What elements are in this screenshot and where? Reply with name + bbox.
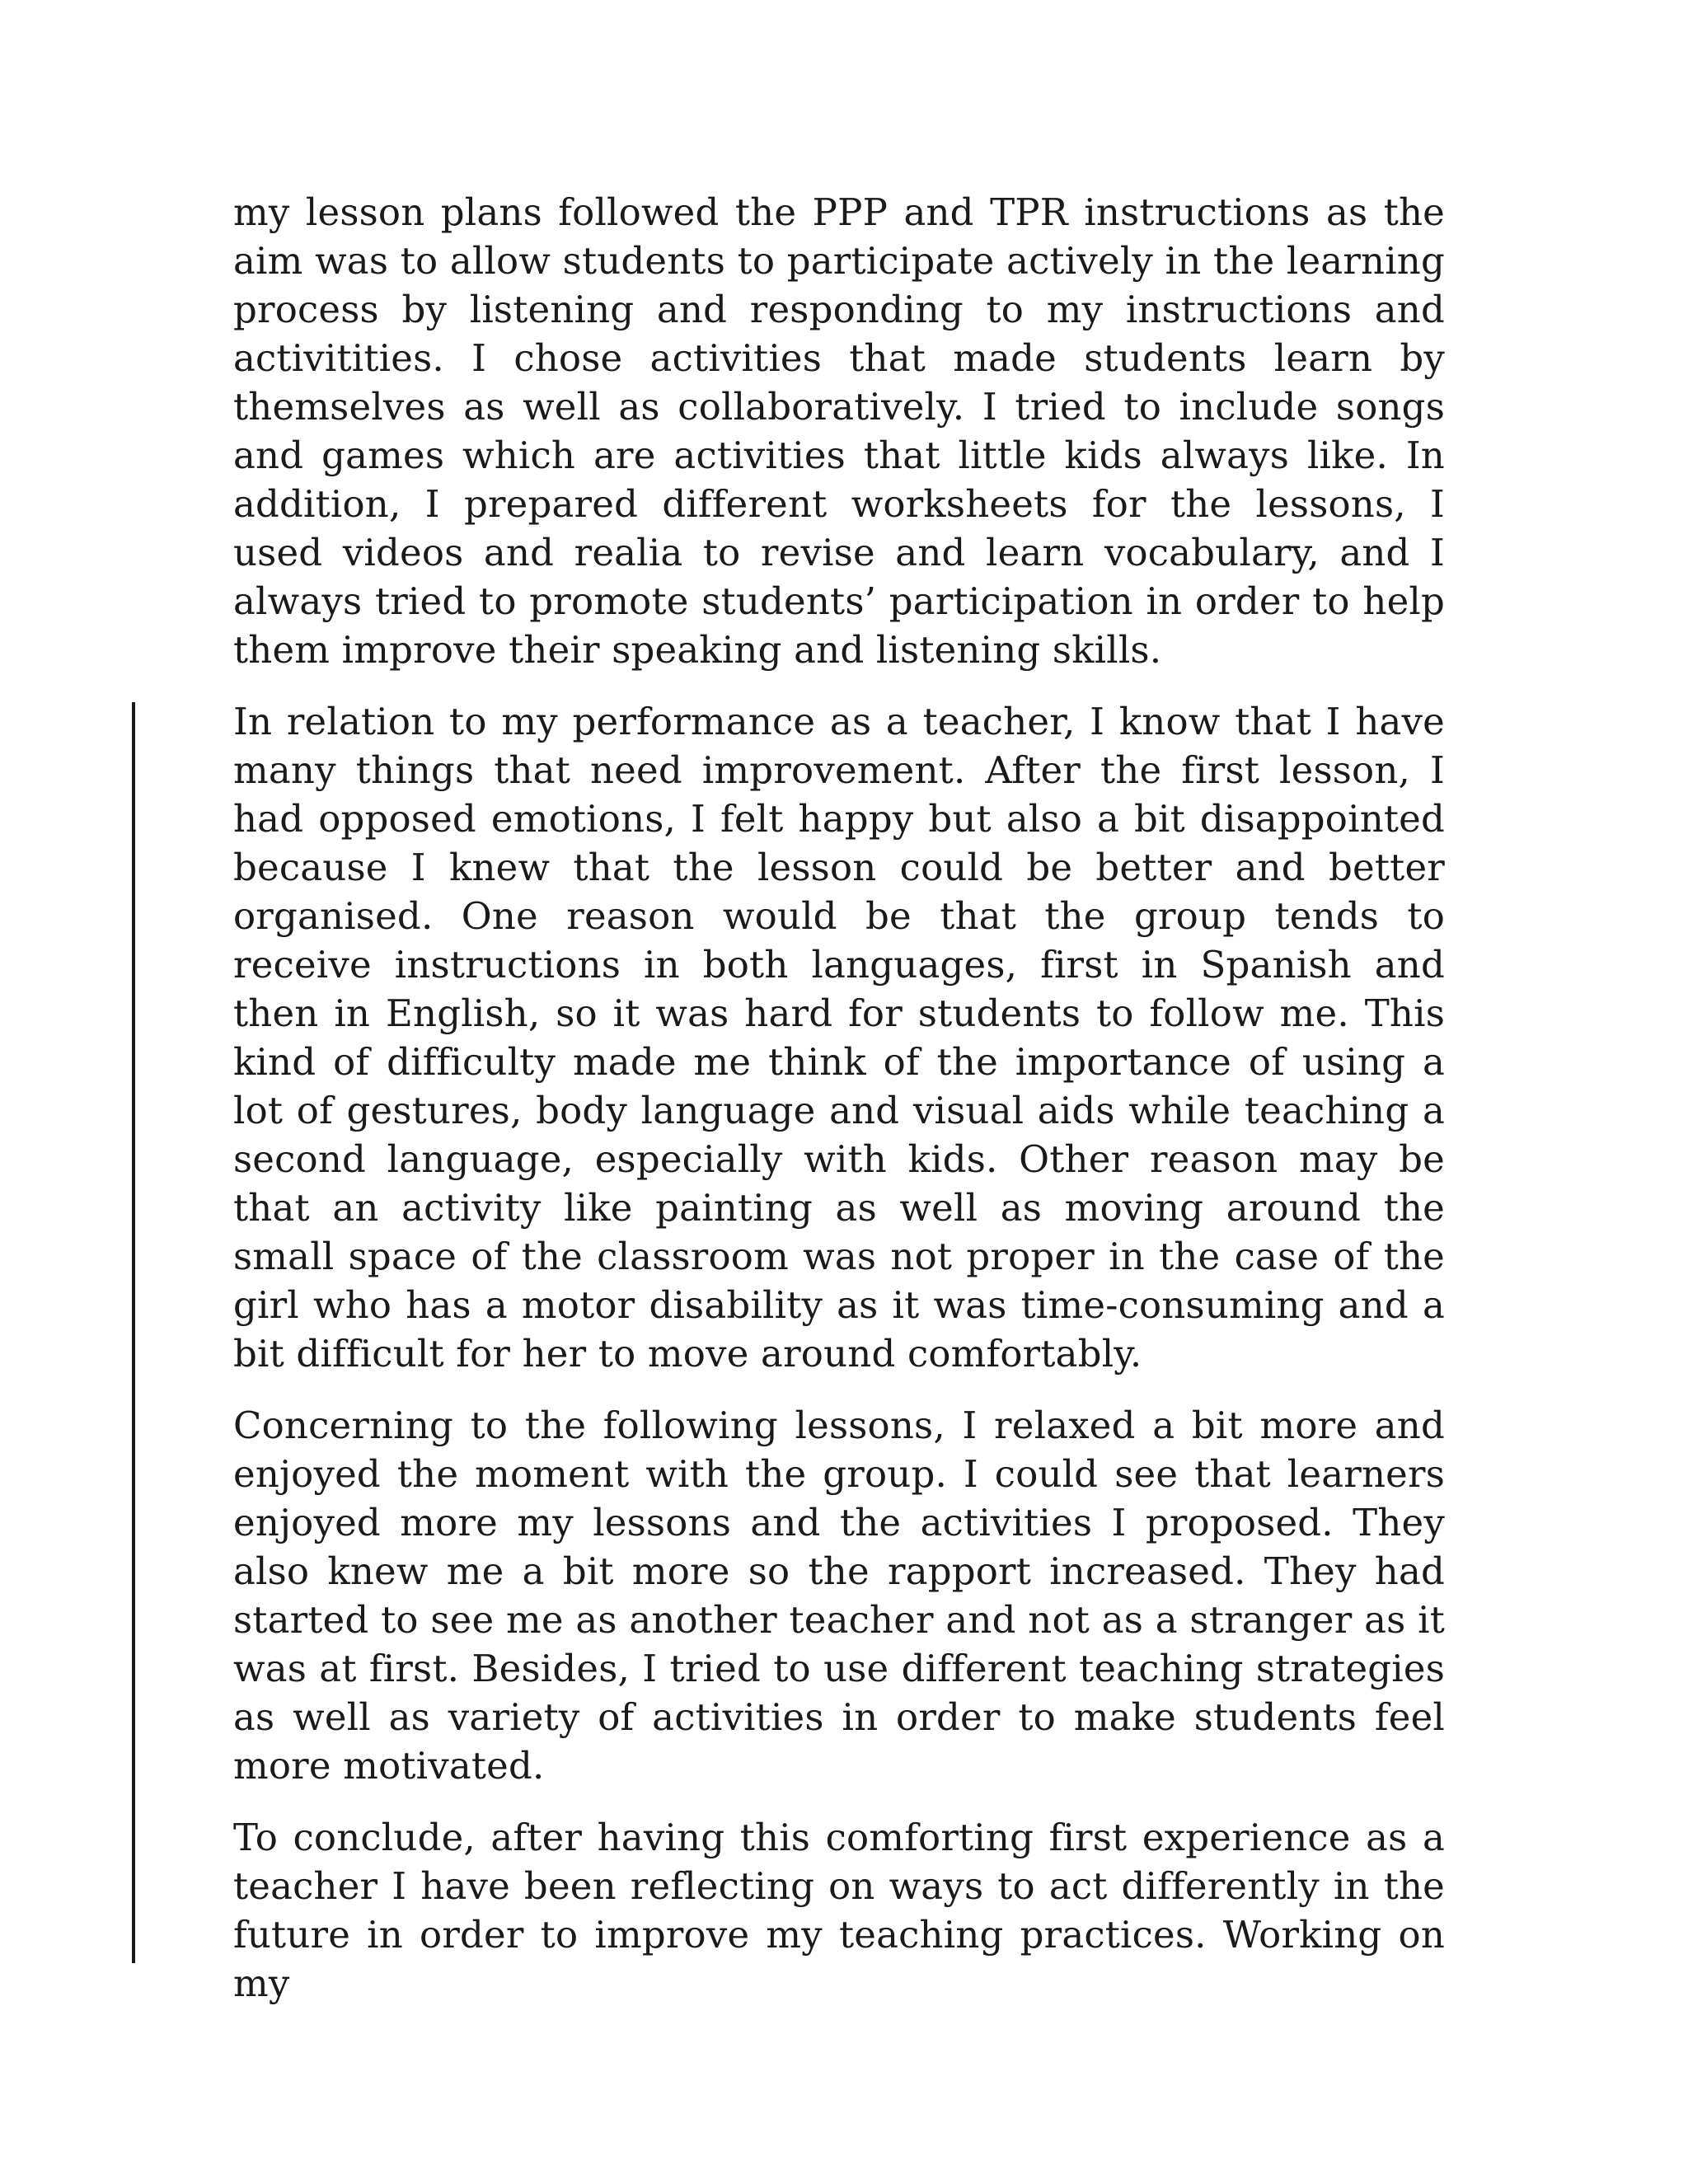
- paragraph-3: Concerning to the following lessons, I relaxed a bit more and enjoyed the moment with the group. I could see that learners enjoyed more my lessons and the activities I proposed. They also knew me a bit more so the rapport increased. They had started to see me as another teacher and not as a stranger as it was at first. Besides, I tried to use different teaching strategies as well as variety of activities in order to make students feel more motivated.: [233, 1404, 1445, 1788]
- revision-bar: [132, 702, 135, 1963]
- body-text: [233, 188, 1445, 2031]
- paragraph-4: To conclude, after having this comforting first experience as a teacher I have been reflecting on ways to act differently in the future in order to improve my teaching practices. Working on my: [233, 1816, 1445, 2005]
- paragraph-1: my lesson plans followed the PPP and TPR instructions as the aim was to allow students to participate actively in the learning process by listening and responding to my instructions and activitities. I chose activities that made students learn by themselves as well as collaboratively. I tried to include songs and games which are activities that little kids always like. In addition, I prepared different worksheets for the lessons, I used videos and realia to revise and learn vocabulary, and I always tried to promote students’ participation in order to help them improve their speaking and listening skills.: [233, 190, 1445, 672]
- paragraph-2: In relation to my performance as a teacher, I know that I have many things that need improvement. After the first lesson, I had opposed emotions, I felt happy but also a bit disappointed because I knew that the lesson could be better and better organised. One reason would be that the group tends to receive instructions in both languages, first in Spanish and then in English, so it was hard for students to follow me. This kind of difficulty made me think of the importance of using a lot of gestures, body language and visual aids while teaching a second language, especially with kids. Other reason may be that an activity like painting as well as moving around the small space of the classroom was not proper in the case of the girl who has a motor disability as it was time-consuming and a bit difficult for her to move around comfortably.: [233, 700, 1445, 1376]
